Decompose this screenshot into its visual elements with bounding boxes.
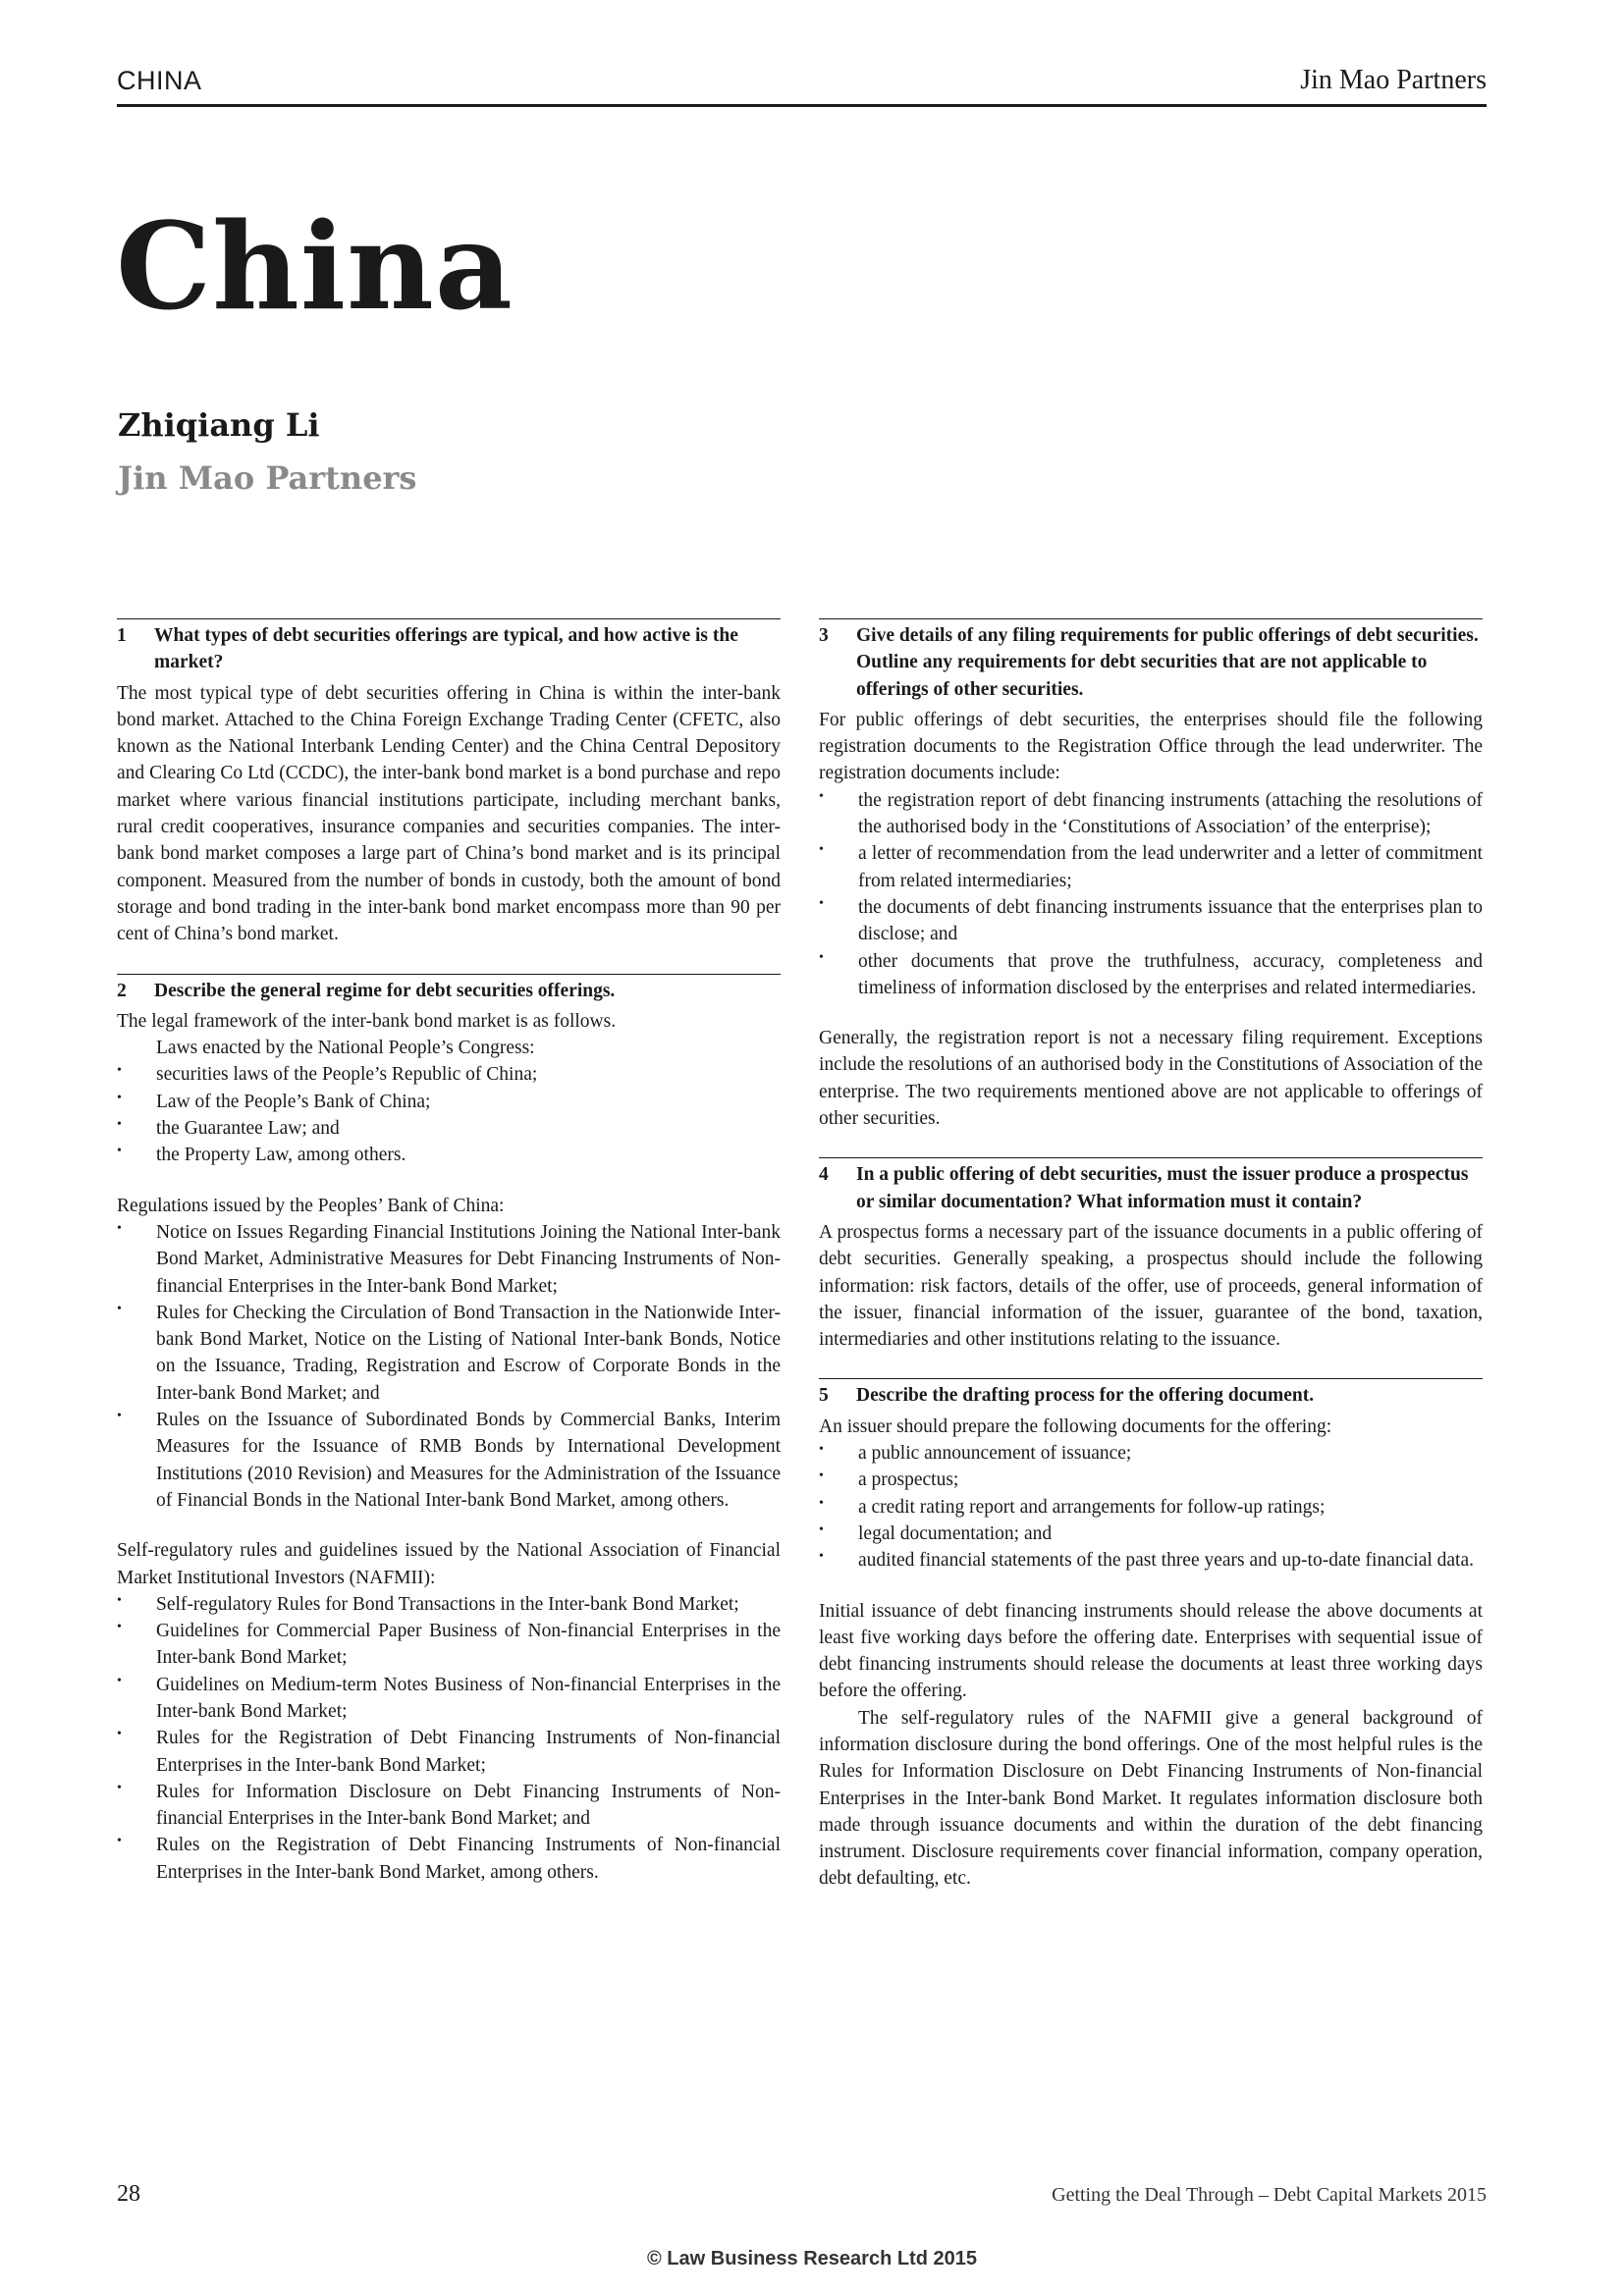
question-heading <box>819 1157 1483 1215</box>
question-number: 2 <box>117 980 127 1001</box>
question-heading <box>819 1378 1483 1409</box>
question-heading <box>819 618 1483 703</box>
list-item: • Law of the People’s Bank of China; <box>117 1089 781 1115</box>
question-text: In a public offering of debt securities, must the issuer produce a prospectus or similar documentation? What information must it contain? <box>856 1164 1469 1212</box>
section-q5 <box>819 1378 1483 1892</box>
copyright-notice: © Law Business Research Ltd 2015 <box>647 2248 977 2269</box>
list-item: • a public announcement of issuance; <box>819 1440 1483 1467</box>
question-text: Describe the general regime for debt securities offerings. <box>154 980 616 1001</box>
question-text: Give details of any filing requirements for public offerings of debt securities. Outline any requirements for debt securities that are not applicable to offerings of other securities. <box>856 625 1479 700</box>
self-regulatory-list <box>117 1591 781 1886</box>
list-heading: Regulations issued by the Peoples’ Bank of China: <box>117 1195 505 1216</box>
list-item: • Guidelines for Commercial Paper Business of Non-financial Enterprises in the Inter-bank Bond Market; <box>117 1618 781 1672</box>
list-item: • Rules on the Registration of Debt Financing Instruments of Non-financial Enterprises in the Inter-bank Bond Market, among others. <box>117 1832 781 1886</box>
question-heading <box>117 974 781 1004</box>
right-column <box>819 618 1483 1918</box>
question-number: 1 <box>117 625 127 646</box>
answer-paragraph: For public offerings of debt securities, the enterprises should file the following registration documents to the Registration Office through the lead underwriter. The registration documents include: <box>819 709 1483 784</box>
list-item: • the documents of debt financing instruments issuance that the enterprises plan to disclose; and <box>819 894 1483 948</box>
page-footer <box>117 2181 1487 2208</box>
section-q1 <box>117 618 781 948</box>
list-item: • a letter of recommendation from the lead underwriter and a letter of commitment from related intermediaries; <box>819 840 1483 894</box>
list-item: • Rules for the Registration of Debt Financing Instruments of Non-financial Enterprises in the Inter-bank Bond Market; <box>117 1725 781 1779</box>
question-number: 3 <box>819 625 829 646</box>
author-firm: Jin Mao Partners <box>118 459 417 497</box>
answer-paragraph: The most typical type of debt securities offering in China is within the inter-bank bond market. Attached to the China Foreign Exchange Trading Center (CFETC, also known as the National Interbank Lending Center) and the China Central Depository and Clearing Co Ltd (CCDC), the inter-bank bond market is a bond purchase and repo market where various financial institutions participate, including merchant banks, rural credit cooperatives, insurance companies and securities companies. The inter-bank bond market composes a large part of China’s bond market and is its principal component. Measured from the number of bonds in custody, both the amount of bond storage and bond trading in the inter-bank bond market encompass more than 90 per cent of China’s bond market. <box>117 682 781 945</box>
list-item: • Notice on Issues Regarding Financial Institutions Joining the National Inter-bank Bond Market, Administrative Measures for Debt Financing Instruments of Non-financial Enterprises in the Inter-bank Bond Market; <box>117 1219 781 1300</box>
answer-paragraph: A prospectus forms a necessary part of the issuance documents in a public offering of debt securities. Generally speaking, a prospectus should include the following information: risk factors, details of the offer, use of proceeds, general information of the issuer, financial information of the issuer, guarantee of the bond, taxation, intermediaries and other institutions relating to the issuance. <box>819 1221 1483 1351</box>
list-item: • securities laws of the People’s Republic of China; <box>117 1061 781 1088</box>
list-item: • a prospectus; <box>819 1467 1483 1493</box>
list-heading: Self-regulatory rules and guidelines issued by the National Association of Financial Market Institutional Investors (NAFMII): <box>117 1540 781 1588</box>
list-item: • audited financial statements of the past three years and up-to-date financial data. <box>819 1547 1483 1574</box>
list-item: • Rules for Information Disclosure on Debt Financing Instruments of Non-financial Enterprises in the Inter-bank Bond Market; and <box>117 1779 781 1833</box>
list-item: • Rules for Checking the Circulation of Bond Transaction in the Nationwide Inter-bank Bond Market, Notice on the Listing of National Inter-bank Bonds, Notice on the Issuance, Trading, Registration and Escrow of Corporate Bonds in the Inter-bank Bond Market; and <box>117 1300 781 1407</box>
answer-paragraph: The self-regulatory rules of the NAFMII give a general background of information disclosure during the bond offerings. One of the most helpful rules is the Rules for Information Disclosure on Debt Financing Instruments of Non-financial Enterprises in the Inter-bank Bond Market. It regulates information disclosure both made through issuance documents and within the duration of the debt financing instrument. Disclosure requirements cover financial information, company operation, debt defaulting, etc. <box>819 1707 1483 1890</box>
question-number: 4 <box>819 1164 829 1186</box>
question-text: Describe the drafting process for the offering document. <box>856 1385 1315 1407</box>
section-q4 <box>819 1157 1483 1353</box>
list-item: • other documents that prove the truthfulness, accuracy, completeness and timeliness of information disclosed by the enterprises and related intermediaries. <box>819 948 1483 1002</box>
question-text: What types of debt securities offerings are typical, and how active is the market? <box>154 625 738 673</box>
header-firm: Jin Mao Partners <box>1300 65 1487 95</box>
list-item: • Guidelines on Medium-term Notes Business of Non-financial Enterprises in the Inter-bank Bond Market; <box>117 1672 781 1726</box>
list-item: • a credit rating report and arrangements for follow-up ratings; <box>819 1494 1483 1521</box>
offering-documents-list <box>819 1440 1483 1574</box>
list-item: • legal documentation; and <box>819 1521 1483 1547</box>
page-title: China <box>116 195 514 337</box>
running-header <box>117 65 1487 107</box>
regulations-list <box>117 1219 781 1514</box>
list-item: • the Property Law, among others. <box>117 1142 781 1168</box>
list-item: • Rules on the Issuance of Subordinated Bonds by Commercial Banks, Interim Measures for the Issuance of RMB Bonds by International Development Institutions (2010 Revision) and Measures for the Administration of the Issuance of Financial Bonds in the National Inter-bank Bond Market, among others. <box>117 1407 781 1514</box>
answer-paragraph: Initial issuance of debt financing instruments should release the above documents at least five working days before the offering date. Enterprises with sequential issue of debt financing instruments should release the documents at least three working days before the offering. <box>819 1600 1483 1702</box>
question-heading <box>117 618 781 676</box>
list-item: • the Guarantee Law; and <box>117 1115 781 1142</box>
answer-paragraph: The legal framework of the inter-bank bond market is as follows. <box>117 1010 617 1032</box>
list-heading: Laws enacted by the National People’s Congress: <box>156 1038 535 1059</box>
laws-list <box>117 1061 781 1168</box>
filing-documents-list <box>819 787 1483 1001</box>
answer-paragraph: Generally, the registration report is not a necessary filing requirement. Exceptions include the resolutions of an authorised body in the Constitutions of Association of the enterprise. The two requirements mentioned above are not applicable to offerings of other securities. <box>819 1028 1483 1130</box>
header-country: CHINA <box>117 66 202 95</box>
list-item: • Self-regulatory Rules for Bond Transactions in the Inter-bank Bond Market; <box>117 1591 781 1618</box>
author-name: Zhiqiang Li <box>118 406 320 444</box>
page-number: 28 <box>117 2181 140 2207</box>
section-q3 <box>819 618 1483 1132</box>
list-item: • the registration report of debt financing instruments (attaching the resolutions of the authorised body in the ‘Constitutions of Association’ of the enterprise); <box>819 787 1483 841</box>
answer-paragraph: An issuer should prepare the following documents for the offering: <box>819 1415 1332 1437</box>
left-column <box>117 618 781 1911</box>
publication-title: Getting the Deal Through – Debt Capital Markets 2015 <box>1052 2184 1487 2206</box>
section-q2 <box>117 974 781 1887</box>
question-number: 5 <box>819 1385 829 1407</box>
